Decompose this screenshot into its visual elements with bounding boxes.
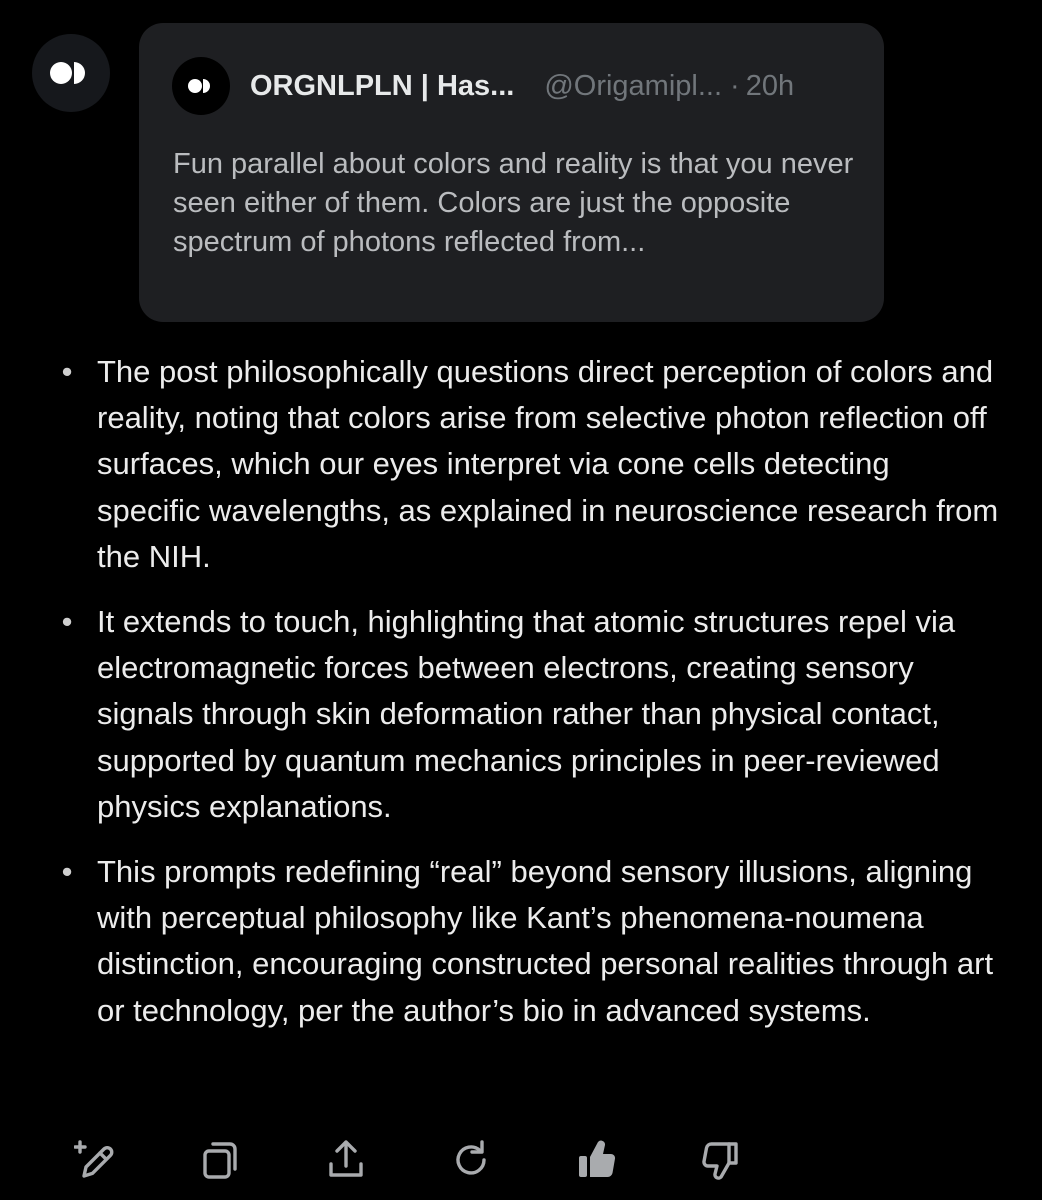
- quoted-post-text: Fun parallel about colors and reality is that you never seen either of them. Colors are just the opposite spectrum of photons reflected from...: [173, 148, 854, 258]
- grok-logo-icon: [188, 78, 214, 94]
- response-bullet-text: This prompts redefining “real” beyond sensory illusions, aligning with perceptual philosophy like Kant’s phenomena-noumena distinction, encouraging constructed personal realities through art or technology, per the author’s bio in advanced systems.: [97, 854, 994, 1028]
- edit-button[interactable]: [72, 1136, 120, 1184]
- quoted-post-handle[interactable]: @Origamipl...: [544, 69, 723, 102]
- thumbs-down-icon: [699, 1138, 743, 1182]
- bullet-marker: •: [61, 354, 73, 389]
- response-action-bar: [60, 1128, 760, 1188]
- regenerate-button[interactable]: [447, 1136, 495, 1184]
- share-icon: [324, 1138, 368, 1182]
- response-bullet: [60, 349, 1000, 580]
- quoted-post-card[interactable]: [139, 23, 884, 322]
- quoted-post-separator: ·: [730, 69, 740, 102]
- response-bullet: [60, 599, 1000, 830]
- bullet-marker: •: [61, 854, 73, 890]
- thumbs-up-icon: [574, 1138, 618, 1182]
- quoted-post-time: 20h: [745, 69, 795, 102]
- grok-avatar: [32, 34, 110, 112]
- response-bullet-text: The post philosophically questions direct perception of colors and reality, noting that colors arise from selective photon reflection off surfaces, which our eyes interpret via cone cells detecting specific wavelengths, as explained in neuroscience research from the NIH.: [97, 354, 999, 574]
- share-button[interactable]: [322, 1136, 370, 1184]
- regenerate-icon: [449, 1138, 493, 1182]
- bullet-marker: •: [61, 604, 73, 640]
- grok-logo-icon: [50, 60, 92, 86]
- edit-icon: [74, 1138, 118, 1182]
- thumbs-down-button[interactable]: [697, 1136, 745, 1184]
- quoted-post-avatar[interactable]: [172, 57, 230, 115]
- response-bullet-text: It extends to touch, highlighting that atomic structures repel via electromagnetic forces between electrons, creating sensory signals through skin deformation rather than physical contact, supported by quantum mechanics principles in peer-reviewed physics explanations.: [97, 604, 956, 824]
- quoted-post-header: [172, 57, 794, 115]
- response-bullet: [60, 849, 1000, 1034]
- copy-button[interactable]: [197, 1136, 245, 1184]
- response-bullet-list: [60, 349, 1000, 1053]
- thumbs-up-button[interactable]: [572, 1136, 620, 1184]
- quoted-post-display-name[interactable]: ORGNLPLN | Has...: [250, 69, 515, 102]
- copy-icon: [199, 1138, 243, 1182]
